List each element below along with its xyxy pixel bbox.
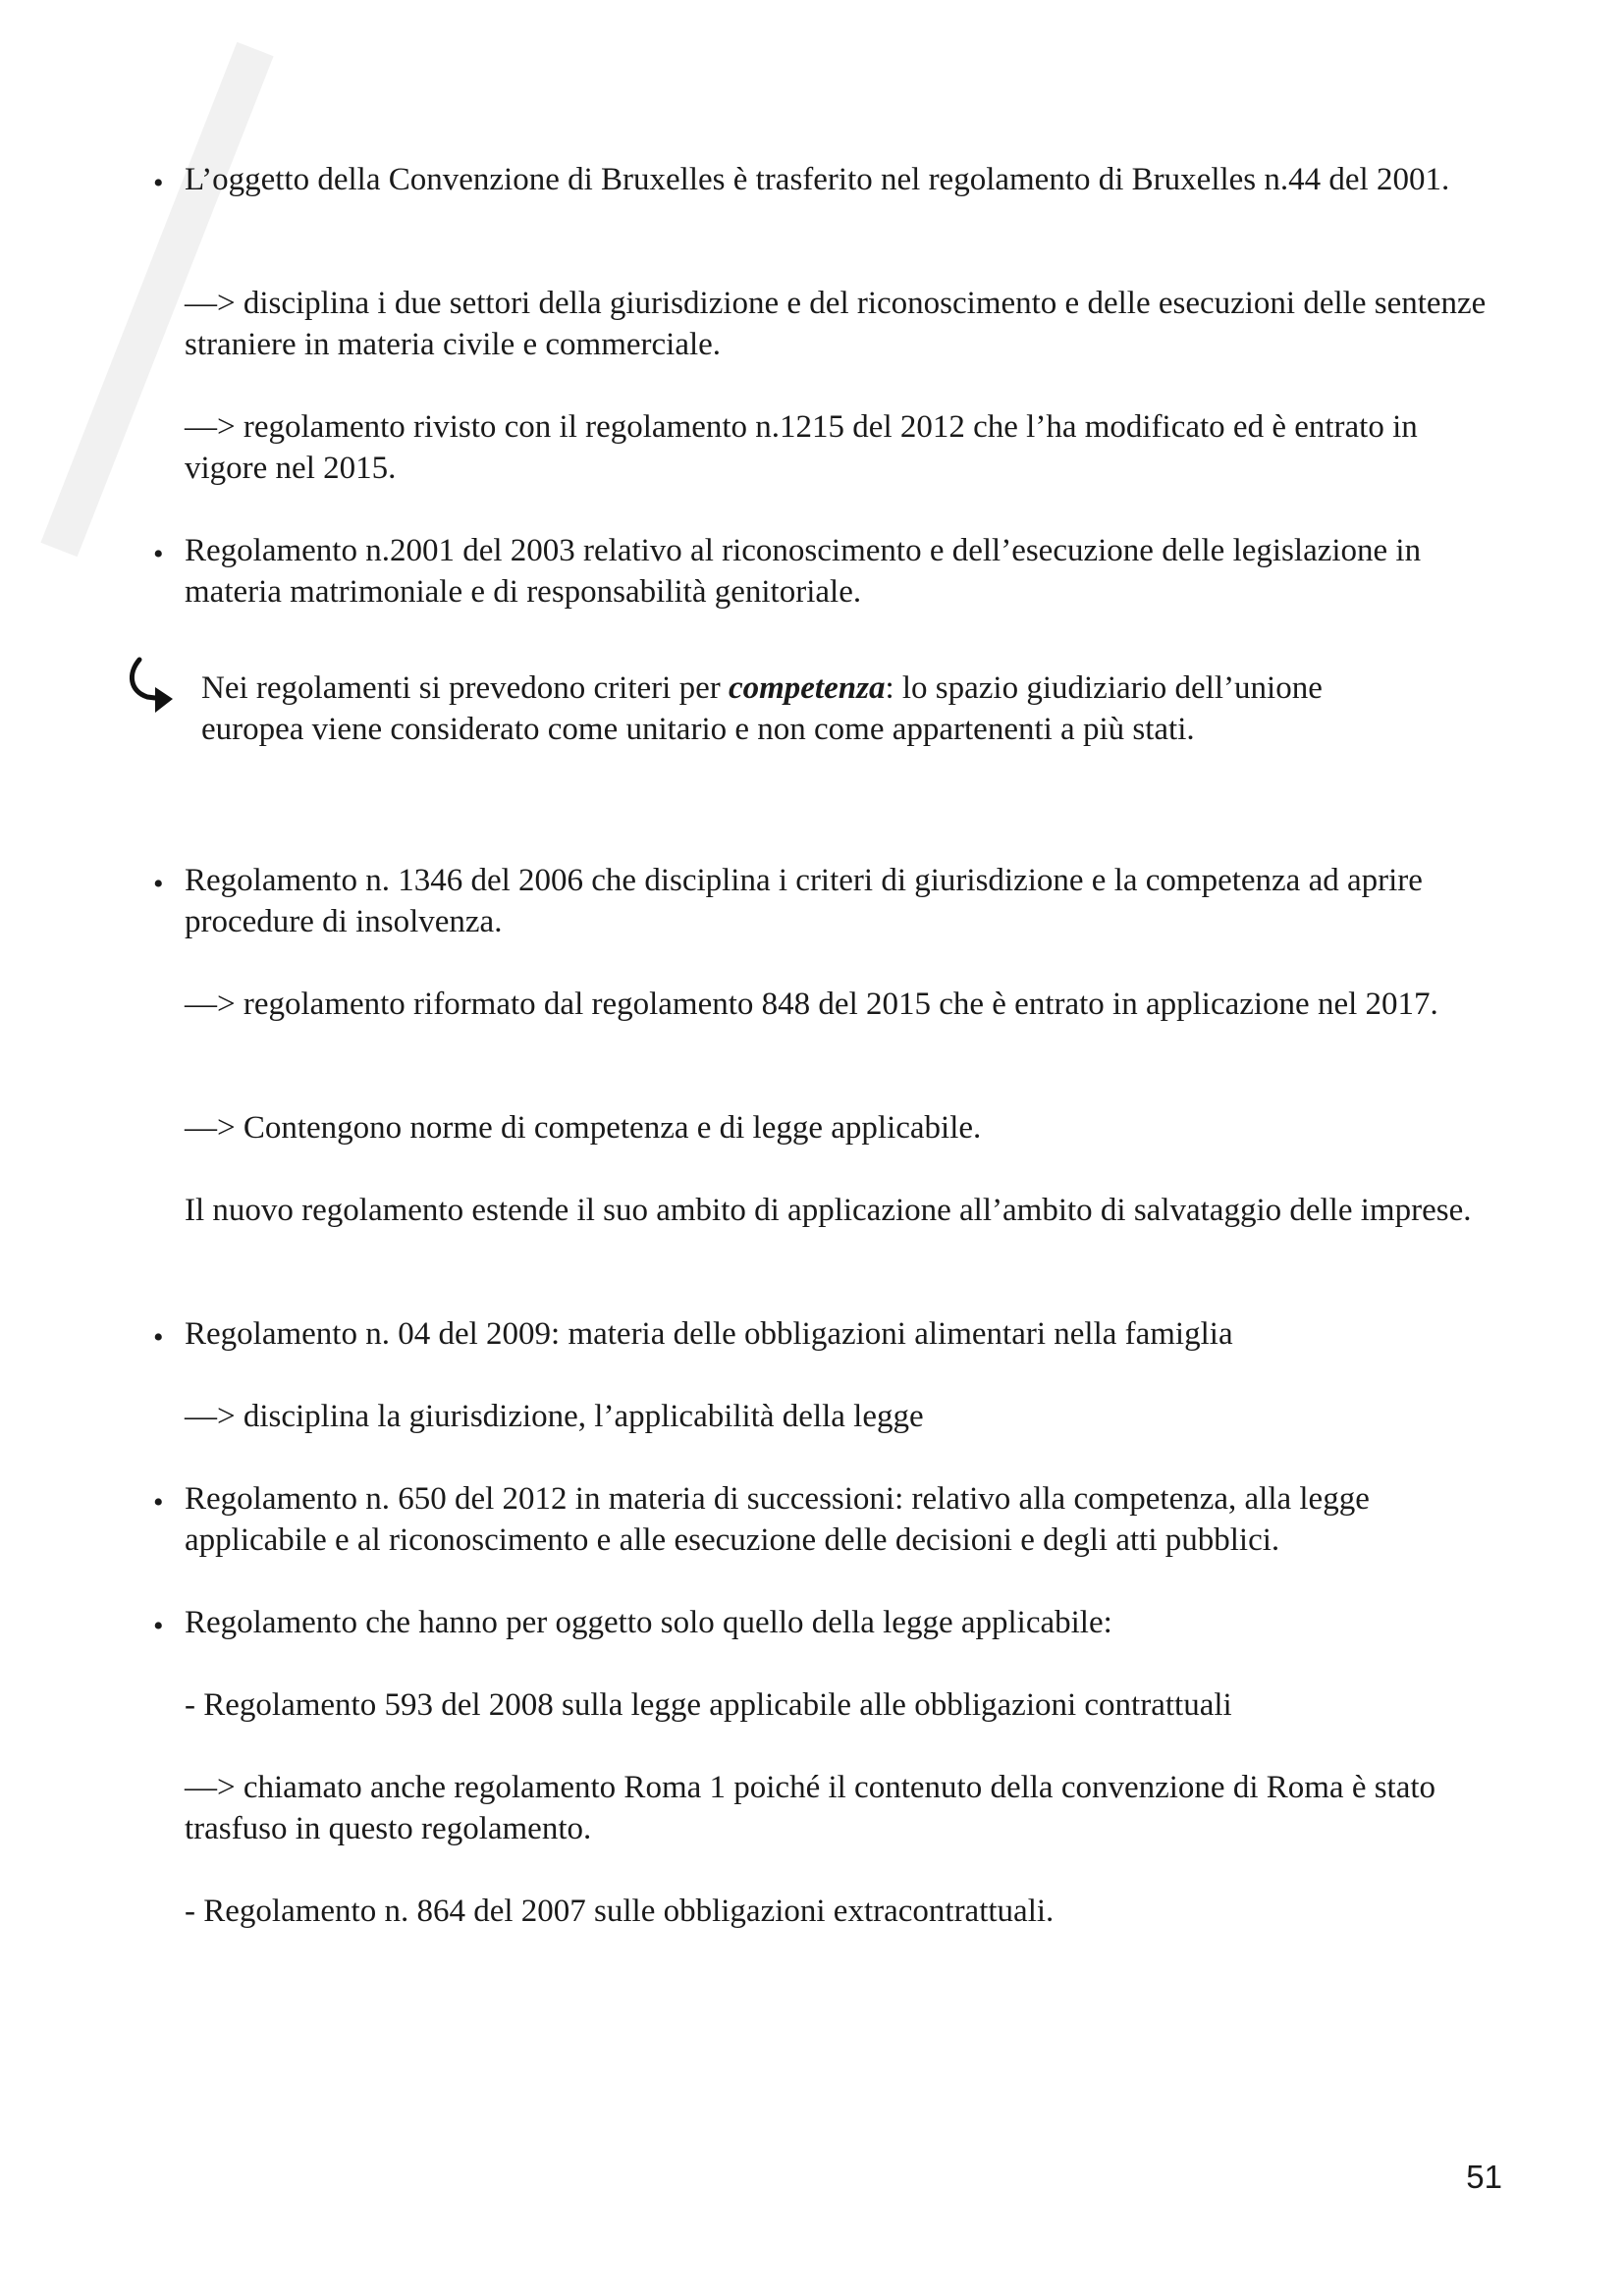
paragraph-regolamento-04: Regolamento n. 04 del 2009: materia delle obbligazioni alimentari nella famiglia: [185, 1316, 1233, 1352]
bullet-marker: •: [153, 1486, 164, 1519]
curved-arrow-icon: [126, 656, 185, 719]
paragraph-bruxelles-44: L’oggetto della Convenzione di Bruxelles è trasferito nel regolamento di Bruxelles n.44 del 2001.: [185, 162, 1450, 197]
bullet-marker: •: [153, 538, 164, 570]
paragraph-legge-applicabile: Regolamento che hanno per oggetto solo quello della legge applicabile:: [185, 1605, 1112, 1640]
paragraph-regolamento-848: —> regolamento riformato dal regolamento 848 del 2015 che è entrato in applicazione nel 2017.: [185, 987, 1438, 1022]
page-number: 51: [1466, 2159, 1502, 2195]
paragraph-contengono-norme: —> Contengono norme di competenza e di legge applicabile.: [185, 1110, 982, 1146]
competenza-text-after: : lo spazio giudiziario dell’unione europea viene considerato come unitario e non come appartenenti a più stati.: [201, 670, 1323, 747]
paragraph-regolamento-1215: —> regolamento rivisto con il regolamento n.1215 del 2012 che l’ha modificato ed è entrato in vigore nel 2015.: [185, 409, 1418, 486]
competenza-emphasis: competenza: [728, 670, 886, 706]
paragraph-disciplina-giurisdizione: —> disciplina la giurisdizione, l’applicabilità della legge: [185, 1399, 924, 1434]
bullet-marker: •: [153, 868, 164, 900]
paragraph-nuovo-regolamento: Il nuovo regolamento estende il suo ambito di applicazione all’ambito di salvataggio delle imprese.: [185, 1193, 1472, 1228]
paragraph-disciplina-settori: —> disciplina i due settori della giurisdizione e del riconoscimento e delle esecuzioni delle sentenze straniere in materia civile e commerciale.: [185, 286, 1487, 362]
bullet-marker: •: [153, 167, 164, 199]
paragraph-regolamento-2001: Regolamento n.2001 del 2003 relativo al riconoscimento e dell’esecuzione delle legislazione in materia matrimoniale e di responsabilità genitoriale.: [185, 533, 1422, 610]
paragraph-roma-1: —> chiamato anche regolamento Roma 1 poiché il contenuto della convenzione di Roma è stato trasfuso in questo regolamento.: [185, 1770, 1436, 1846]
paragraph-regolamento-864: - Regolamento n. 864 del 2007 sulle obbligazioni extracontrattuali.: [185, 1894, 1055, 1929]
paragraph-competenza-note: [201, 667, 1429, 750]
bullet-marker: •: [153, 1610, 164, 1642]
competenza-text-before: Nei regolamenti si prevedono criteri per: [201, 670, 729, 706]
paragraph-regolamento-593: - Regolamento 593 del 2008 sulla legge applicabile alle obbligazioni contrattuali: [185, 1687, 1232, 1723]
paragraph-regolamento-1346: Regolamento n. 1346 del 2006 che disciplina i criteri di giurisdizione e la competenza ad aprire procedure di insolvenza.: [185, 863, 1423, 939]
paragraph-regolamento-650: Regolamento n. 650 del 2012 in materia di successioni: relativo alla competenza, alla legge applicabile e al riconoscimento e alle esecuzione delle decisioni e degli atti pubblici.: [185, 1481, 1370, 1558]
bullet-marker: •: [153, 1321, 164, 1354]
